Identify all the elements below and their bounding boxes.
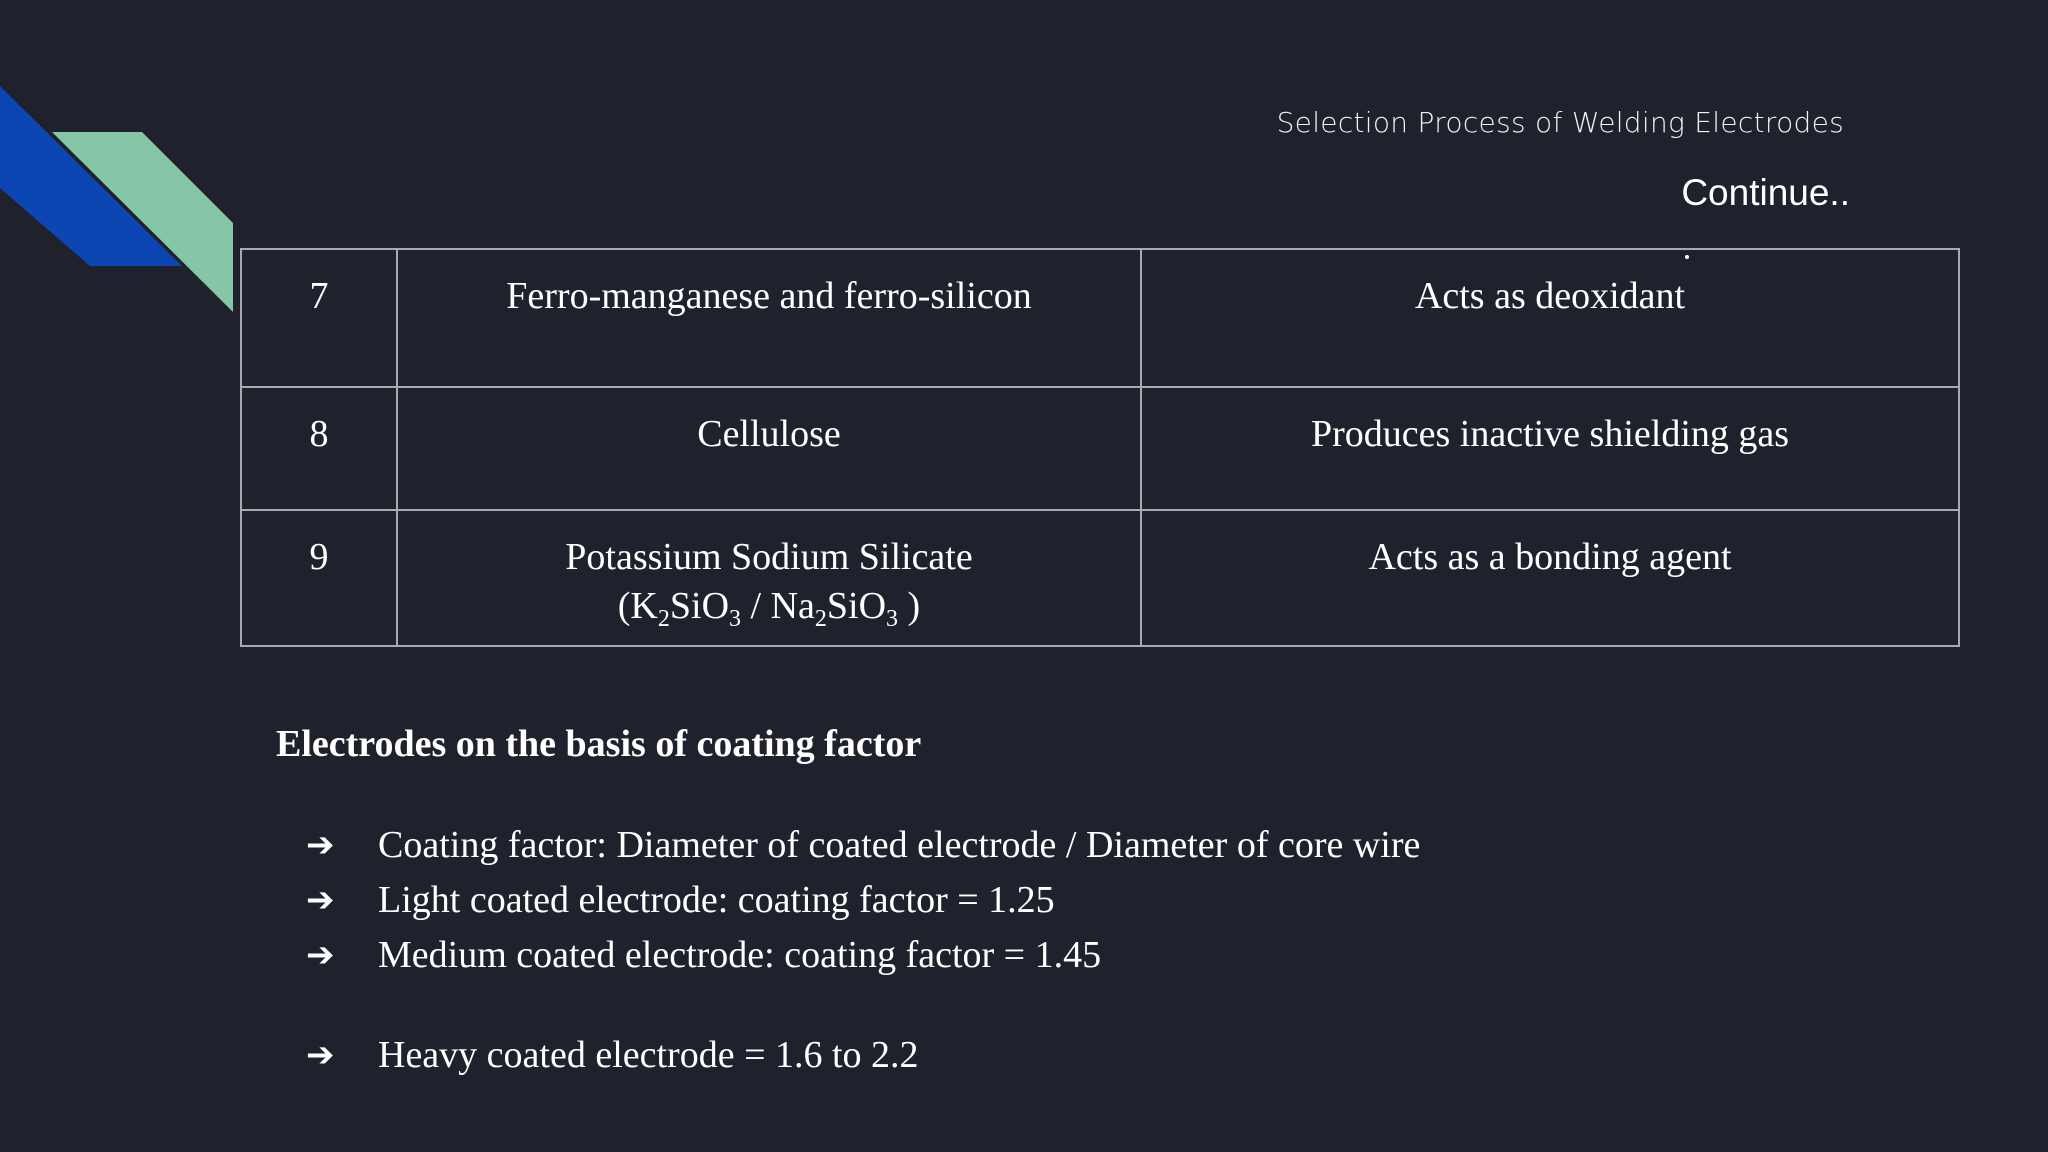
function-cell: Acts as deoxidant bbox=[1141, 249, 1959, 387]
function-cell: Produces inactive shielding gas bbox=[1141, 387, 1959, 510]
materials-table bbox=[240, 248, 1960, 647]
list-item bbox=[306, 873, 1420, 928]
table-row bbox=[241, 249, 1959, 387]
arrow-right-icon: ➔ bbox=[306, 935, 335, 975]
table-row bbox=[241, 510, 1959, 646]
material-formula: ($K_2SiO_3 / Na_2SiO_3$ ) bbox=[617, 585, 921, 632]
arrow-right-icon: ➔ bbox=[306, 1035, 335, 1075]
table-row bbox=[241, 387, 1959, 510]
row-number-cell: 9 bbox=[241, 510, 397, 646]
material-cell: Ferro-manganese and ferro-silicon bbox=[397, 249, 1141, 387]
list-item-text: Medium coated electrode: coating factor = 1.45 bbox=[378, 934, 1102, 976]
corner-decoration bbox=[0, 0, 240, 320]
material-cell bbox=[397, 510, 1141, 646]
arrow-right-icon: ➔ bbox=[306, 880, 335, 920]
list-item bbox=[306, 818, 1420, 873]
list-item-text: Light coated electrode: coating factor = 1.25 bbox=[378, 879, 1055, 921]
coating-factor-list bbox=[306, 818, 1420, 1083]
slide-title: Selection Process of Welding Electrodes bbox=[1276, 106, 1844, 139]
list-item-text: Heavy coated electrode = 1.6 to 2.2 bbox=[378, 1034, 919, 1076]
row-number-cell: 8 bbox=[241, 387, 397, 510]
arrow-right-icon: ➔ bbox=[306, 825, 335, 865]
continue-label: Continue.. bbox=[1681, 172, 1850, 213]
list-item bbox=[306, 928, 1420, 983]
function-cell: Acts as a bonding agent bbox=[1141, 510, 1959, 646]
row-number-cell: 7 bbox=[241, 249, 397, 387]
list-item bbox=[306, 1028, 1420, 1083]
section-heading: Electrodes on the basis of coating factor bbox=[276, 723, 922, 765]
material-cell: Cellulose bbox=[397, 387, 1141, 510]
list-item-text: Coating factor: Diameter of coated electrode / Diameter of core wire bbox=[378, 824, 1421, 866]
material-name: Potassium Sodium Silicate bbox=[565, 536, 973, 578]
